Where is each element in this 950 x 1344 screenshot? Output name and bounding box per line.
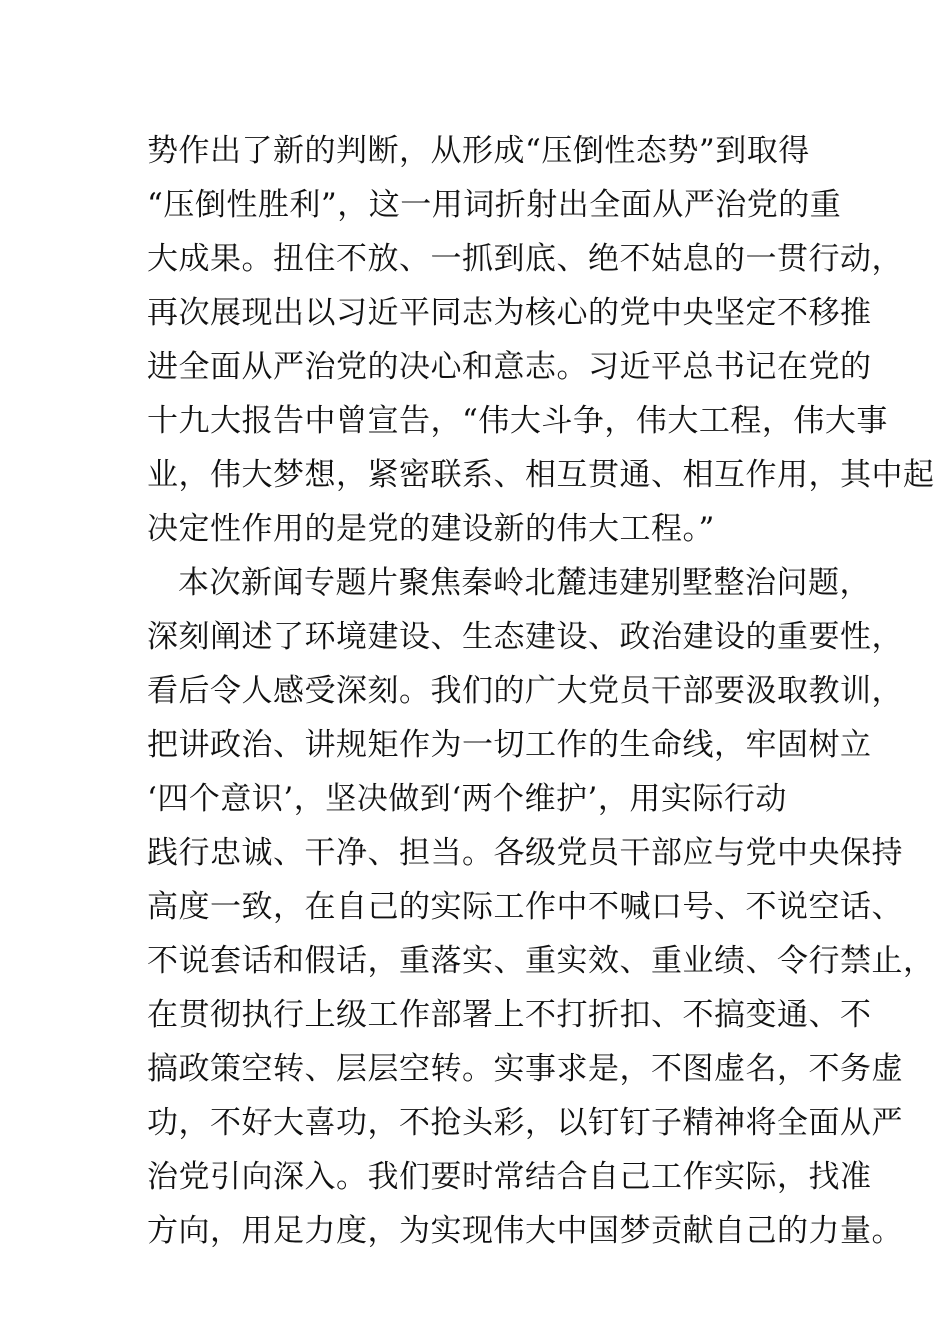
- text-line: 看后令人感受深刻。我们的广大党员干部要汲取教训，: [147, 673, 903, 709]
- text-line: 势作出了新的判断，从形成“压倒性态势”到取得: [147, 133, 810, 169]
- text-line: 把讲政治、讲规矩作为一切工作的生命线，牢固树立: [147, 727, 872, 763]
- text-line: 本次新闻专题片聚焦秦岭北麓违建别墅整治问题，: [178, 565, 871, 601]
- text-line: 再次展现出以习近平同志为核心的党中央坚定不移推: [147, 295, 872, 331]
- text-line: 业，伟大梦想，紧密联系、相互贯通、相互作用，其中起: [147, 457, 935, 493]
- text-line: 搞政策空转、层层空转。实事求是，不图虚名，不务虚: [147, 1051, 903, 1087]
- text-line: 进全面从严治党的决心和意志。习近平总书记在党的: [147, 349, 872, 385]
- text-line: 大成果。扭住不放、一抓到底、绝不姑息的一贯行动，: [147, 241, 903, 277]
- text-line: 决定性作用的是党的建设新的伟大工程。”: [147, 511, 715, 547]
- text-line: 治党引向深入。我们要时常结合自己工作实际，找准: [147, 1159, 872, 1195]
- text-line: 践行忠诚、干净、担当。各级党员干部应与党中央保持: [147, 835, 903, 871]
- text-line: ‘四个意识’，坚决做到‘两个维护’，用实际行动: [147, 781, 787, 817]
- text-line: 在贯彻执行上级工作部署上不打折扣、不搞变通、不: [147, 997, 872, 1033]
- text-line: 十九大报告中曾宣告，“伟大斗争，伟大工程，伟大事: [147, 403, 888, 439]
- text-line: “压倒性胜利”，这一用词折射出全面从严治党的重: [147, 187, 842, 223]
- text-line: 功，不好大喜功，不抢头彩，以钉钉子精神将全面从严: [147, 1105, 903, 1141]
- text-line: 深刻阐述了环境建设、生态建设、政治建设的重要性，: [147, 619, 903, 655]
- text-line: 高度一致，在自己的实际工作中不喊口号、不说空话、: [147, 889, 903, 925]
- text-line: 方向，用足力度，为实现伟大中国梦贡献自己的力量。: [147, 1213, 903, 1249]
- text-line: 不说套话和假话，重落实、重实效、重业绩、令行禁止，: [147, 943, 935, 979]
